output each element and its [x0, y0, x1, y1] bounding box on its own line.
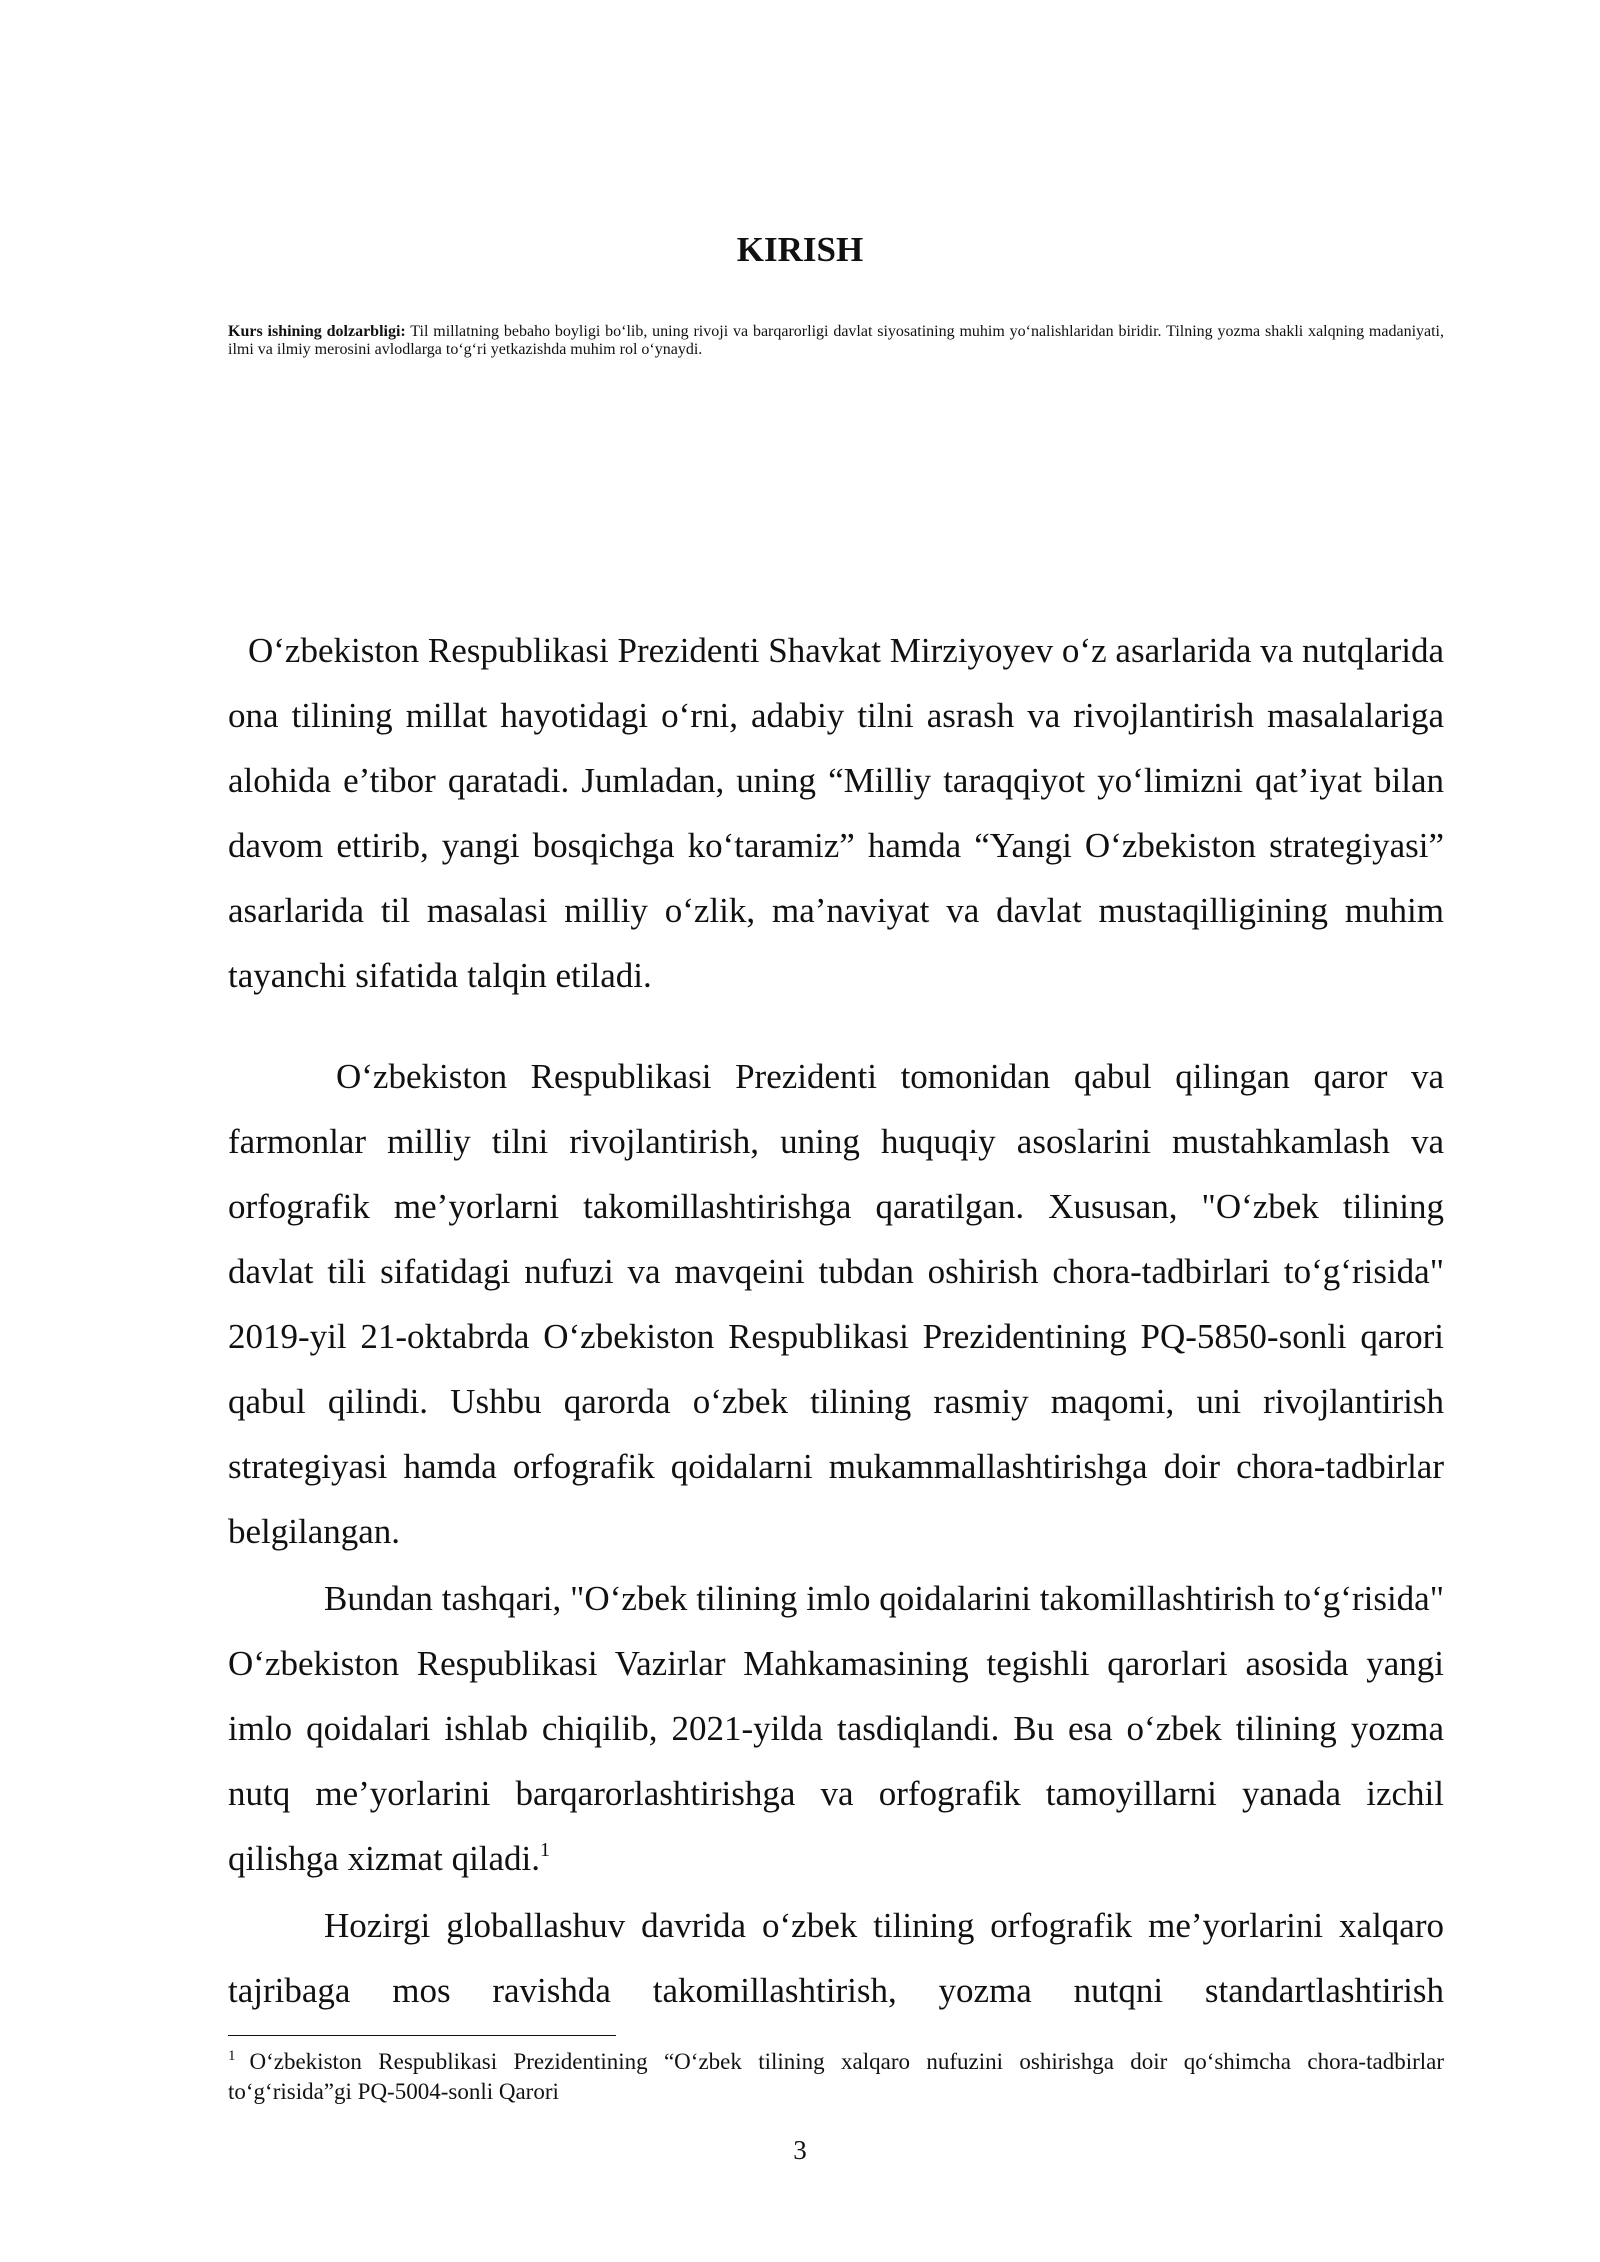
- page-title: KIRISH: [736, 230, 864, 269]
- footnote-reference[interactable]: 1: [540, 1839, 551, 1861]
- paragraph-spelling-rules: [228, 1566, 1444, 1891]
- spelling-rules-text: Bundan tashqari, "O‘zbek tilining imlo qoidalarini takomillashtirish to‘g‘risida" O‘zbekiston Respublikasi Vazirlar Mahkamasining tegishli qarorlari asosida yangi imlo qoidalari ishlab chiqilib, 2021-yilda tasdiqlandi. Bu esa o‘zbek tilining yozma nutq me’yorlarini barqarorlashtirishga va orfografik tamoyillarni yanada izchil qilishga xizmat qiladi.: [228, 1579, 1444, 1878]
- page-number: 3: [793, 2135, 807, 2165]
- paragraph-president-works: O‘zbekiston Respublikasi Prezidenti Shavkat Mirziyoyev o‘z asarlarida va nutqlarida ona tilining millat hayotidagi o‘rni, adabiy tilni asrash va rivojlantirish masalalariga alohida e’tibor qaratadi. Jumladan, uning “Milliy taraqqiyot yo‘limizni qat’iyat bilan davom ettirib, yangi bosqichga ko‘taramiz” hamda “Yangi O‘zbekiston strategiyasi” asarlarida til masalasi milliy o‘zlik, ma’naviyat va davlat mustaqilligining muhim tayanchi sifatida talqin etiladi.: [228, 631, 1444, 995]
- relevance-text: Til millatning bebaho boyligi bo‘lib, uning rivoji va barqarorligi davlat siyosatining muhim yo‘nalishlaridan biridir. Tilning yozma shakli xalqning madaniyati, ilmi va ilmiy merosini avlodlarga to‘g‘ri yetkazishda muhim rol o‘ynaydi.: [228, 323, 1445, 358]
- paragraph-decrees: O‘zbekiston Respublikasi Prezidenti tomonidan qabul qilingan qaror va farmonlar milliy tilni rivojlantirish, uning huquqiy asoslarini mustahkamlash va orfografik me’yorlarni takomillashtirishga qaratilgan. Xususan, "O‘zbek tilining davlat tili sifatidagi nufuzi va mavqeini tubdan oshirish chora-tadbirlari to‘g‘risida" 2019-yil 21-oktabrda O‘zbekiston Respublikasi Prezidentining PQ-5850-sonli qarori qabul qilindi. Ushbu qarorda o‘zbek tilining rasmiy maqomi, uni rivojlantirish strategiyasi hamda orfografik qoidalarni mukammallashtirishga doir chora-tadbirlar belgilangan.: [228, 1057, 1444, 1551]
- paragraph-globalization: Hozirgi globallashuv davrida o‘zbek tilining orfografik me’yorlarini xalqaro tajribaga mos ravishda takomillashtirish, yozma nutqni standartlashtirish: [228, 1906, 1444, 2010]
- footnote-number: 1: [228, 2048, 236, 2064]
- footnote-separator: [228, 2035, 616, 2036]
- footnote: [228, 2047, 1444, 2107]
- paragraph-relevance: [228, 323, 1444, 359]
- relevance-lead: Kurs ishining dolzarbligi:: [228, 323, 406, 340]
- footnote-text: O‘zbekiston Respublikasi Prezidentining “O‘zbek tilining xalqaro nufuzini oshirishga doir qo‘shimcha chora-tadbirlar to‘g‘risida”gi PQ-5004-sonli Qarori: [228, 2049, 1444, 2104]
